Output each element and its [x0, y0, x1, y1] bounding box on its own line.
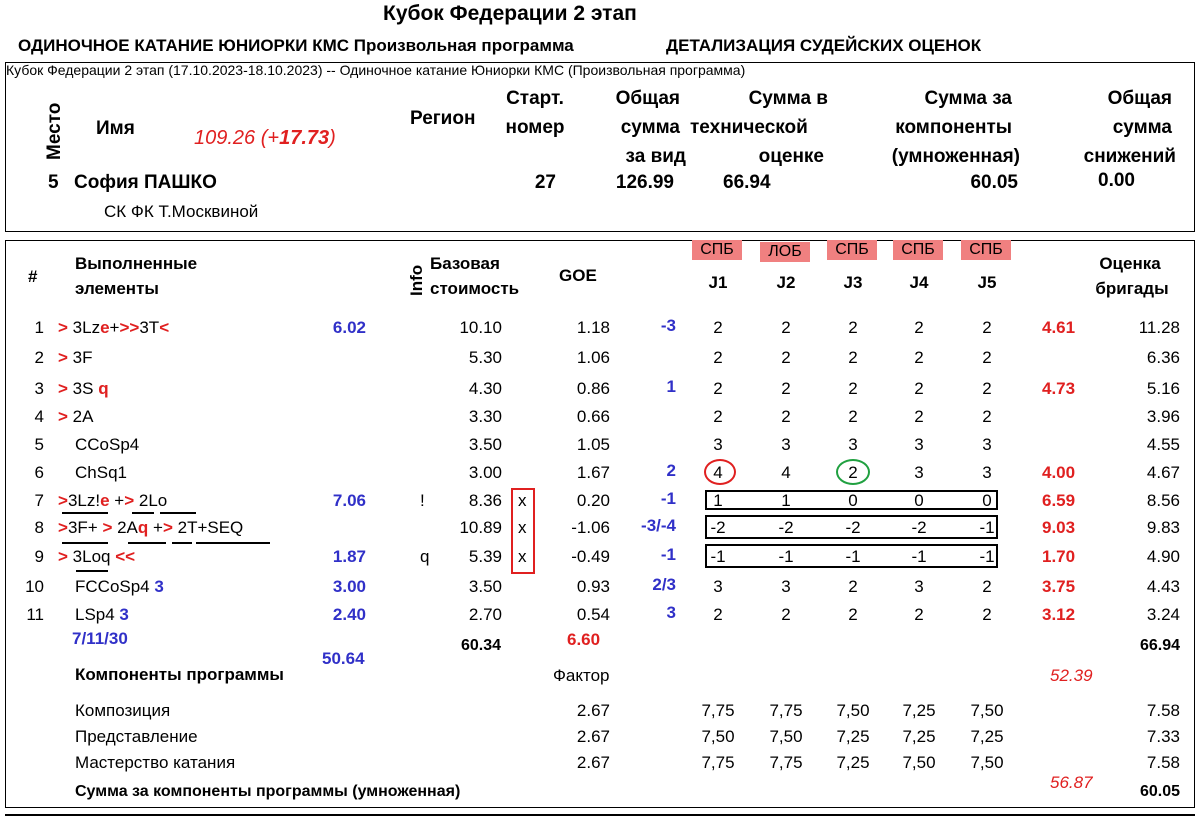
- element-judge-score: 3: [781, 577, 791, 596]
- skater-pcs: 60.05: [970, 172, 1018, 193]
- element-judge-score: 4: [781, 463, 791, 482]
- element-goe-note: -3/-4: [641, 516, 676, 535]
- element-code-part: 3T: [139, 318, 160, 337]
- col-panel-header-2: бригады: [1095, 279, 1169, 298]
- element-judge-score: 2: [982, 577, 992, 596]
- element-judge-score: -2: [911, 518, 927, 537]
- components-total-rednote: 56.87: [1050, 773, 1093, 792]
- region-label: Регион: [410, 108, 476, 129]
- skater-start-no: 27: [534, 172, 556, 193]
- element-red-note: 1.70: [1042, 547, 1076, 566]
- judge-region-3: СПБ: [827, 240, 877, 260]
- total-label-1: Общая: [615, 88, 680, 109]
- name-label: Имя: [96, 118, 135, 139]
- ded-label-1: Общая: [1107, 88, 1172, 109]
- highlight-circle-red: [704, 459, 736, 485]
- element-judge-score: 2: [914, 348, 924, 367]
- skater-club: СК ФК Т.Москвиной: [104, 202, 259, 221]
- element-num: 4: [34, 407, 44, 426]
- component-judge-score: 7,25: [902, 727, 936, 746]
- element-judge-score: 3: [781, 435, 791, 454]
- element-red-note: 3.12: [1042, 605, 1076, 624]
- judge-header-5: J5: [977, 273, 997, 292]
- underline: [76, 570, 108, 572]
- element-code: [58, 518, 243, 538]
- component-judge-score: 7,25: [836, 753, 870, 772]
- event-line: Кубок Федерации 2 этап (17.10.2023-18.10.2023) -- Одиночное катание Юниорки КМС (Произвольная программа): [6, 62, 746, 78]
- component-score: 7.58: [1146, 753, 1180, 772]
- element-judge-score: 1: [713, 491, 723, 510]
- element-code-part: 3S: [72, 379, 99, 398]
- element-goe: -0.49: [571, 547, 610, 566]
- judge-region-5: СПБ: [961, 240, 1011, 260]
- element-info: q: [420, 547, 430, 566]
- element-code-part: >: [162, 518, 173, 537]
- element-code-part: ChSq1: [75, 463, 127, 482]
- subtitle-right: ДЕТАЛИЗАЦИЯ СУДЕЙСКИХ ОЦЕНОК: [666, 36, 982, 55]
- element-judge-score: 2: [914, 318, 924, 337]
- element-judge-score: 2: [713, 379, 723, 398]
- element-code-part: >: [58, 348, 73, 367]
- skater-total: 126.99: [615, 172, 674, 193]
- highlight-circle-green: [836, 459, 870, 485]
- element-judge-score: -1: [979, 547, 995, 566]
- pcs-label-1: Сумма за: [924, 88, 1012, 109]
- judge-header-3: J3: [843, 273, 863, 292]
- element-base: 10.89: [459, 518, 502, 537]
- judge-header-4: J4: [909, 273, 929, 292]
- element-code-part: 2Lo: [134, 491, 168, 510]
- component-judge-score: 7,75: [769, 701, 803, 720]
- element-goe-note: -1: [660, 545, 676, 564]
- element-num: 3: [34, 379, 44, 398]
- element-judge-score: 3: [914, 577, 924, 596]
- element-judge-score: 2: [982, 605, 992, 624]
- col-base-header-1: Базовая: [430, 254, 500, 273]
- blue-sum: 50.64: [322, 649, 365, 668]
- element-judge-score: 3: [914, 435, 924, 454]
- element-judge-score: 2: [781, 407, 791, 426]
- element-code-part: <: [159, 318, 170, 337]
- element-judge-score: 2: [781, 318, 791, 337]
- skater-name: София ПАШКО: [74, 172, 217, 193]
- element-red-note: 4.00: [1042, 463, 1076, 482]
- element-judge-score: 2: [781, 605, 791, 624]
- element-judge-score: 0: [914, 491, 924, 510]
- base-total: 60.34: [461, 637, 502, 654]
- element-code: [75, 577, 164, 597]
- component-judge-score: 7,25: [902, 701, 936, 720]
- element-judge-score: 2: [848, 463, 858, 482]
- element-red-note: 4.61: [1042, 318, 1076, 337]
- element-goe: 1.67: [576, 463, 610, 482]
- element-num: 2: [34, 348, 44, 367]
- element-panel-score: 4.90: [1146, 547, 1180, 566]
- element-judge-score: 2: [848, 577, 858, 596]
- element-num: 5: [34, 435, 44, 454]
- element-x-mark: x: [518, 518, 527, 537]
- element-panel-score: 11.28: [1138, 318, 1180, 337]
- element-goe-note: -3: [660, 316, 676, 335]
- component-judge-score: 7,25: [970, 727, 1004, 746]
- total-label-2: сумма: [620, 117, 680, 138]
- element-num: 8: [34, 518, 44, 537]
- element-judge-score: 2: [713, 348, 723, 367]
- element-judge-score: 2: [848, 348, 858, 367]
- element-judge-score: 0: [848, 491, 858, 510]
- col-panel-header-1: Оценка: [1099, 254, 1161, 273]
- element-judge-score: 2: [713, 318, 723, 337]
- element-code-part: CCoSp4: [75, 435, 140, 454]
- element-judge-score: 1: [781, 491, 791, 510]
- element-panel-score: 4.67: [1146, 463, 1180, 482]
- element-code-part: +: [109, 318, 120, 337]
- element-code-part: >: [102, 518, 113, 537]
- element-code: [58, 491, 167, 511]
- element-code-part: >: [58, 491, 68, 510]
- element-num: 6: [34, 463, 44, 482]
- underline: [62, 512, 108, 514]
- bonus-x-box: [511, 488, 535, 574]
- element-code-part: 3Loq: [72, 547, 111, 566]
- element-judge-score: 0: [982, 491, 992, 510]
- underline: [196, 542, 270, 544]
- element-judge-score: 4: [713, 463, 723, 482]
- element-code-part: >: [124, 491, 135, 510]
- component-judge-score: 7,50: [902, 753, 936, 772]
- element-judge-score: -2: [778, 518, 794, 537]
- element-goe: 0.20: [576, 491, 610, 510]
- element-judge-score: 2: [982, 318, 992, 337]
- col-base-header-2: стоимость: [430, 279, 520, 298]
- component-judge-score: 7,25: [836, 727, 870, 746]
- element-goe: 1.18: [576, 318, 610, 337]
- factor-label: Фактор: [553, 666, 610, 685]
- underline: [62, 542, 108, 544]
- element-code-part: 3Lz: [72, 318, 101, 337]
- tes-total: 66.94: [1139, 637, 1180, 654]
- element-code-part: >: [58, 407, 73, 426]
- element-panel-score: 3.96: [1146, 407, 1180, 426]
- component-score: 7.33: [1146, 727, 1180, 746]
- page-title: Кубок Федерации 2 этап: [383, 2, 637, 25]
- underline: [132, 512, 154, 514]
- element-judge-score: 2: [848, 407, 858, 426]
- underline: [172, 542, 192, 544]
- element-judge-score: 3: [914, 463, 924, 482]
- component-name: Композиция: [75, 701, 171, 720]
- element-code: [75, 605, 129, 625]
- element-goe: 0.66: [576, 407, 610, 426]
- element-base: 8.36: [468, 491, 502, 510]
- element-judge-score: -1: [710, 547, 726, 566]
- element-code-part: +: [148, 518, 163, 537]
- element-judge-score: 2: [982, 407, 992, 426]
- element-code: [75, 463, 127, 483]
- element-base: 2.70: [468, 605, 502, 624]
- element-judge-score: -1: [979, 518, 995, 537]
- element-judge-score: -1: [911, 547, 927, 566]
- element-x-mark: x: [518, 547, 527, 566]
- element-goe: 1.06: [576, 348, 610, 367]
- element-code: [75, 435, 139, 455]
- element-judge-score: -1: [778, 547, 794, 566]
- element-code-part: 3: [114, 605, 129, 624]
- pcs-label-3: (умноженная): [891, 146, 1020, 167]
- element-code-part: 3F+: [67, 518, 103, 537]
- element-code: [58, 318, 169, 338]
- element-red-note: 4.73: [1042, 379, 1076, 398]
- tech-label-3: оценке: [758, 146, 824, 167]
- element-base: 4.30: [468, 379, 502, 398]
- place-label: Место: [44, 102, 65, 160]
- element-code-part: e: [100, 491, 110, 510]
- element-base: 3.30: [468, 407, 502, 426]
- element-code: [58, 348, 93, 368]
- element-judge-score: 2: [914, 605, 924, 624]
- element-goe: -1.06: [571, 518, 610, 537]
- element-code: [58, 547, 135, 567]
- ded-label-2: сумма: [1112, 117, 1172, 138]
- start-label-2: номер: [505, 117, 565, 138]
- element-goe-note: 1: [666, 377, 676, 396]
- element-code-part: 2A: [112, 518, 138, 537]
- element-code-part: <<: [110, 547, 136, 566]
- judge-region-2: ЛОБ: [760, 242, 810, 262]
- element-judge-score: 2: [781, 348, 791, 367]
- element-judge-score: 2: [914, 379, 924, 398]
- ded-label-3: снижений: [1083, 146, 1176, 167]
- element-code-part: LSp4: [75, 605, 115, 624]
- judge-box-row8: [705, 515, 998, 539]
- skater-tes: 66.94: [723, 172, 771, 193]
- element-judge-score: 3: [713, 577, 723, 596]
- element-code-part: 2A: [72, 407, 94, 426]
- element-goe-note: 3: [666, 603, 676, 622]
- element-base: 10.10: [459, 318, 502, 337]
- element-code-part: 2T+SEQ: [172, 518, 244, 537]
- element-judge-score: 2: [848, 379, 858, 398]
- element-panel-score: 5.16: [1146, 379, 1180, 398]
- bottom-rule: [5, 814, 1195, 816]
- component-judge-score: 7,75: [701, 753, 735, 772]
- element-judge-score: 2: [781, 379, 791, 398]
- col-elements-header-2: элементы: [75, 279, 159, 298]
- element-judge-score: 3: [982, 435, 992, 454]
- element-judge-score: 3: [982, 463, 992, 482]
- element-blue-note: 6.02: [332, 318, 366, 337]
- skater-deductions: 0.00: [1098, 170, 1135, 191]
- component-judge-score: 7,75: [701, 701, 735, 720]
- element-num: 1: [34, 318, 44, 337]
- judge-region-4: СПБ: [893, 240, 943, 260]
- element-blue-note: 3.00: [332, 577, 366, 596]
- goe-total: 6.60: [567, 630, 601, 649]
- element-code-part: >: [58, 379, 73, 398]
- element-blue-note: 7.06: [332, 491, 366, 510]
- element-base: 3.00: [468, 463, 502, 482]
- components-rednote: 52.39: [1050, 666, 1093, 685]
- component-factor: 2.67: [576, 727, 610, 746]
- components-label: Компоненты программы: [75, 665, 284, 684]
- col-info-header: Info: [407, 264, 426, 296]
- element-goe: 0.86: [576, 379, 610, 398]
- element-judge-score: 3: [713, 435, 723, 454]
- element-code-part: e: [100, 318, 110, 337]
- element-num: 9: [34, 547, 44, 566]
- component-judge-score: 7,50: [970, 701, 1004, 720]
- component-factor: 2.67: [576, 701, 610, 720]
- score-note: 109.26 (+17.73): [194, 127, 336, 149]
- element-blue-note: 2.40: [332, 605, 366, 624]
- component-name: Представление: [75, 727, 198, 746]
- col-goe-header: GOE: [559, 266, 597, 285]
- judge-header-2: J2: [776, 273, 796, 292]
- element-base: 5.30: [468, 348, 502, 367]
- element-goe: 0.54: [576, 605, 610, 624]
- element-panel-score: 9.83: [1146, 518, 1180, 537]
- underline: [160, 512, 196, 514]
- element-red-note: 9.03: [1042, 518, 1076, 537]
- element-code-part: FCCoSp4: [75, 577, 150, 596]
- element-red-note: 6.59: [1042, 491, 1076, 510]
- element-blue-note: 1.87: [332, 547, 366, 566]
- blue-count: 7/11/30: [72, 629, 128, 648]
- element-num: 11: [26, 605, 44, 624]
- element-judge-score: -2: [845, 518, 861, 537]
- element-code: [58, 407, 93, 427]
- tech-label-2: технической: [690, 117, 808, 138]
- element-panel-score: 8.56: [1146, 491, 1180, 510]
- element-goe-note: 2: [666, 461, 676, 480]
- element-goe: 1.05: [576, 435, 610, 454]
- element-code-part: >: [58, 547, 73, 566]
- element-num: 7: [34, 491, 44, 510]
- element-judge-score: 2: [914, 407, 924, 426]
- element-base: 5.39: [468, 547, 502, 566]
- element-panel-score: 6.36: [1146, 348, 1180, 367]
- total-label-3: за вид: [625, 146, 686, 167]
- component-judge-score: 7,75: [769, 753, 803, 772]
- element-code-part: q: [98, 379, 109, 398]
- element-base: 3.50: [468, 577, 502, 596]
- tech-label-1: Сумма в: [748, 88, 828, 109]
- element-code-part: +: [109, 491, 125, 510]
- element-num: 10: [25, 577, 44, 596]
- judge-box-row9: [705, 544, 998, 568]
- judge-header-1: J1: [708, 273, 728, 292]
- element-red-note: 3.75: [1042, 577, 1076, 596]
- element-goe: 0.93: [576, 577, 610, 596]
- element-panel-score: 4.43: [1146, 577, 1180, 596]
- underline: [128, 542, 166, 544]
- element-judge-score: 2: [713, 407, 723, 426]
- element-code-part: >: [58, 518, 68, 537]
- element-code-part: >>: [119, 318, 140, 337]
- element-judge-score: 2: [713, 605, 723, 624]
- element-x-mark: x: [518, 491, 527, 510]
- element-judge-score: 2: [848, 605, 858, 624]
- component-judge-score: 7,50: [701, 727, 735, 746]
- skater-place: 5: [48, 172, 59, 193]
- element-judge-score: 3: [848, 435, 858, 454]
- judge-box-row7: [705, 490, 998, 510]
- judge-region-1: СПБ: [692, 240, 742, 260]
- element-code-part: 3Lz!: [67, 491, 101, 510]
- element-code-part: >: [58, 318, 73, 337]
- element-judge-score: -2: [710, 518, 726, 537]
- element-code-part: 3: [149, 577, 164, 596]
- start-label-1: Старт.: [506, 88, 564, 109]
- element-panel-score: 3.24: [1146, 605, 1180, 624]
- element-code-part: 3F: [72, 348, 93, 367]
- element-goe-note: 2/3: [652, 575, 676, 594]
- components-total-label: Сумма за компоненты программы (умноженная): [75, 783, 461, 800]
- component-judge-score: 7,50: [836, 701, 870, 720]
- element-panel-score: 4.55: [1146, 435, 1180, 454]
- element-code-part: q: [137, 518, 149, 537]
- col-elements-header-1: Выполненные: [75, 254, 198, 273]
- col-num-header: #: [28, 267, 38, 286]
- subtitle-left: ОДИНОЧНОЕ КАТАНИЕ ЮНИОРКИ КМС Произвольная программа: [18, 36, 574, 55]
- component-factor: 2.67: [576, 753, 610, 772]
- components-total: 60.05: [1139, 783, 1180, 800]
- element-judge-score: 2: [982, 379, 992, 398]
- element-judge-score: 2: [848, 318, 858, 337]
- component-name: Мастерство катания: [75, 753, 236, 772]
- element-goe-note: -1: [660, 489, 676, 508]
- component-score: 7.58: [1146, 701, 1180, 720]
- element-base: 3.50: [468, 435, 502, 454]
- element-judge-score: 2: [982, 348, 992, 367]
- element-code: [58, 379, 109, 399]
- element-info: !: [420, 491, 425, 510]
- pcs-label-2: компоненты: [895, 117, 1012, 138]
- component-judge-score: 7,50: [970, 753, 1004, 772]
- component-judge-score: 7,50: [769, 727, 803, 746]
- element-judge-score: -1: [845, 547, 861, 566]
